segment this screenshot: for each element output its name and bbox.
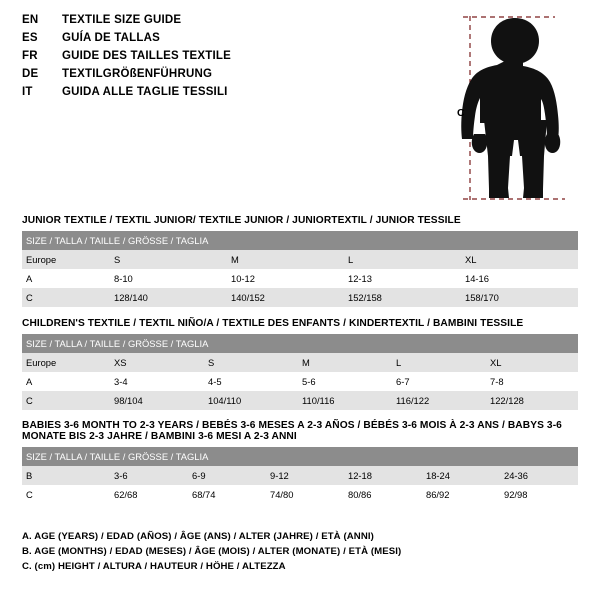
cell: XL — [461, 250, 578, 269]
table-row — [22, 288, 578, 307]
section-children — [22, 318, 578, 410]
cell: 3-4 — [110, 372, 204, 391]
footnote-b: B. AGE (MONTHS) / EDAD (MESES) / ÂGE (MOIS) / ALTER (MONATE) / ETÀ (MESI) — [22, 545, 402, 557]
table-row — [22, 447, 578, 466]
cell: 122/128 — [486, 391, 578, 410]
table-babies — [22, 447, 578, 504]
cell: 158/170 — [461, 288, 578, 307]
row-label: Europe — [22, 353, 110, 372]
language-row-fr — [22, 50, 442, 68]
table-row — [22, 231, 578, 250]
cell: 24-36 — [500, 466, 578, 485]
cell: M — [298, 353, 392, 372]
table-header-label-children: SIZE / TALLA / TAILLE / GRÖSSE / TAGLIA — [22, 334, 578, 353]
footnote-c: C. (cm) HEIGHT / ALTURA / HAUTEUR / HÖHE / ALTEZZA — [22, 560, 286, 572]
table-row — [22, 353, 578, 372]
cell: 6-9 — [188, 466, 266, 485]
cell: 12-18 — [344, 466, 422, 485]
cell: XL — [486, 353, 578, 372]
language-title-de: TEXTILGRÖßENFÜHRUNG — [62, 68, 213, 80]
row-label: A — [22, 269, 110, 288]
language-code-fr: FR — [22, 50, 38, 62]
cell: 116/122 — [392, 391, 486, 410]
language-title-es: GUÍA DE TALLAS — [62, 32, 160, 44]
section-title-junior: JUNIOR TEXTILE / TEXTIL JUNIOR/ TEXTILE JUNIOR / JUNIORTEXTIL / JUNIOR TESSILE — [22, 215, 461, 226]
cell: 7-8 — [486, 372, 578, 391]
table-header-label-babies: SIZE / TALLA / TAILLE / GRÖSSE / TAGLIA — [22, 447, 578, 466]
cell: 80/86 — [344, 485, 422, 504]
language-row-it — [22, 86, 442, 104]
language-code-en: EN — [22, 14, 39, 26]
cell: L — [392, 353, 486, 372]
cell: 86/92 — [422, 485, 500, 504]
cell: XS — [110, 353, 204, 372]
table-row — [22, 250, 578, 269]
cell: S — [204, 353, 298, 372]
cell: 9-12 — [266, 466, 344, 485]
cell: S — [110, 250, 227, 269]
language-code-de: DE — [22, 68, 39, 80]
table-row — [22, 269, 578, 288]
language-row-en — [22, 14, 442, 32]
cell: 10-12 — [227, 269, 344, 288]
silhouette-body — [461, 18, 560, 198]
cell: 98/104 — [110, 391, 204, 410]
cell: L — [344, 250, 461, 269]
row-label: C — [22, 485, 110, 504]
row-label: A — [22, 372, 110, 391]
language-row-es — [22, 32, 442, 50]
table-header-label-junior: SIZE / TALLA / TAILLE / GRÖSSE / TAGLIA — [22, 231, 578, 250]
footnotes — [22, 530, 578, 575]
cell: 4-5 — [204, 372, 298, 391]
cell: 104/110 — [204, 391, 298, 410]
language-title-fr: GUIDE DES TAILLES TEXTILE — [62, 50, 231, 62]
row-label: C — [22, 288, 110, 307]
cell: 12-13 — [344, 269, 461, 288]
language-row-de — [22, 68, 442, 86]
cell: 74/80 — [266, 485, 344, 504]
cell: 18-24 — [422, 466, 500, 485]
cell: 5-6 — [298, 372, 392, 391]
measure-label-c: C — [457, 107, 465, 119]
row-label: C — [22, 391, 110, 410]
table-row — [22, 391, 578, 410]
language-header — [22, 14, 442, 104]
cell: 92/98 — [500, 485, 578, 504]
cell: 6-7 — [392, 372, 486, 391]
table-row — [22, 372, 578, 391]
cell: 68/74 — [188, 485, 266, 504]
cell: 152/158 — [344, 288, 461, 307]
language-title-en: TEXTILE SIZE GUIDE — [62, 14, 182, 26]
cell: 140/152 — [227, 288, 344, 307]
language-code-es: ES — [22, 32, 38, 44]
table-row — [22, 334, 578, 353]
cell: 62/68 — [110, 485, 188, 504]
cell: M — [227, 250, 344, 269]
table-row — [22, 466, 578, 485]
cell: 110/116 — [298, 391, 392, 410]
cell: 8-10 — [110, 269, 227, 288]
section-junior — [22, 215, 578, 307]
cell: 14-16 — [461, 269, 578, 288]
section-title-babies: BABIES 3-6 MONTH TO 2-3 YEARS / BEBÉS 3-6 MESES A 2-3 AÑOS / BÉBÉS 3-6 MOIS À 2-3 ANS / BABYS 3-6 MONATE BIS 2-3 JAHRE / BAMBINI 3-6 MESI A 2-3 ANNI — [22, 420, 562, 442]
language-title-it: GUIDA ALLE TAGLIE TESSILI — [62, 86, 228, 98]
table-junior — [22, 231, 578, 307]
section-title-children: CHILDREN'S TEXTILE / TEXTIL NIÑO/A / TEXTILE DES ENFANTS / KINDERTEXTIL / BAMBINI TESSILE — [22, 318, 524, 329]
child-silhouette-figure — [455, 8, 585, 208]
table-children — [22, 334, 578, 410]
row-label: B — [22, 466, 110, 485]
section-babies — [22, 420, 578, 504]
row-label: Europe — [22, 250, 110, 269]
language-code-it: IT — [22, 86, 33, 98]
table-row — [22, 485, 578, 504]
cell: 128/140 — [110, 288, 227, 307]
footnote-a: A. AGE (YEARS) / EDAD (AÑOS) / ÂGE (ANS) / ALTER (JAHRE) / ETÀ (ANNI) — [22, 531, 374, 542]
cell: 3-6 — [110, 466, 188, 485]
